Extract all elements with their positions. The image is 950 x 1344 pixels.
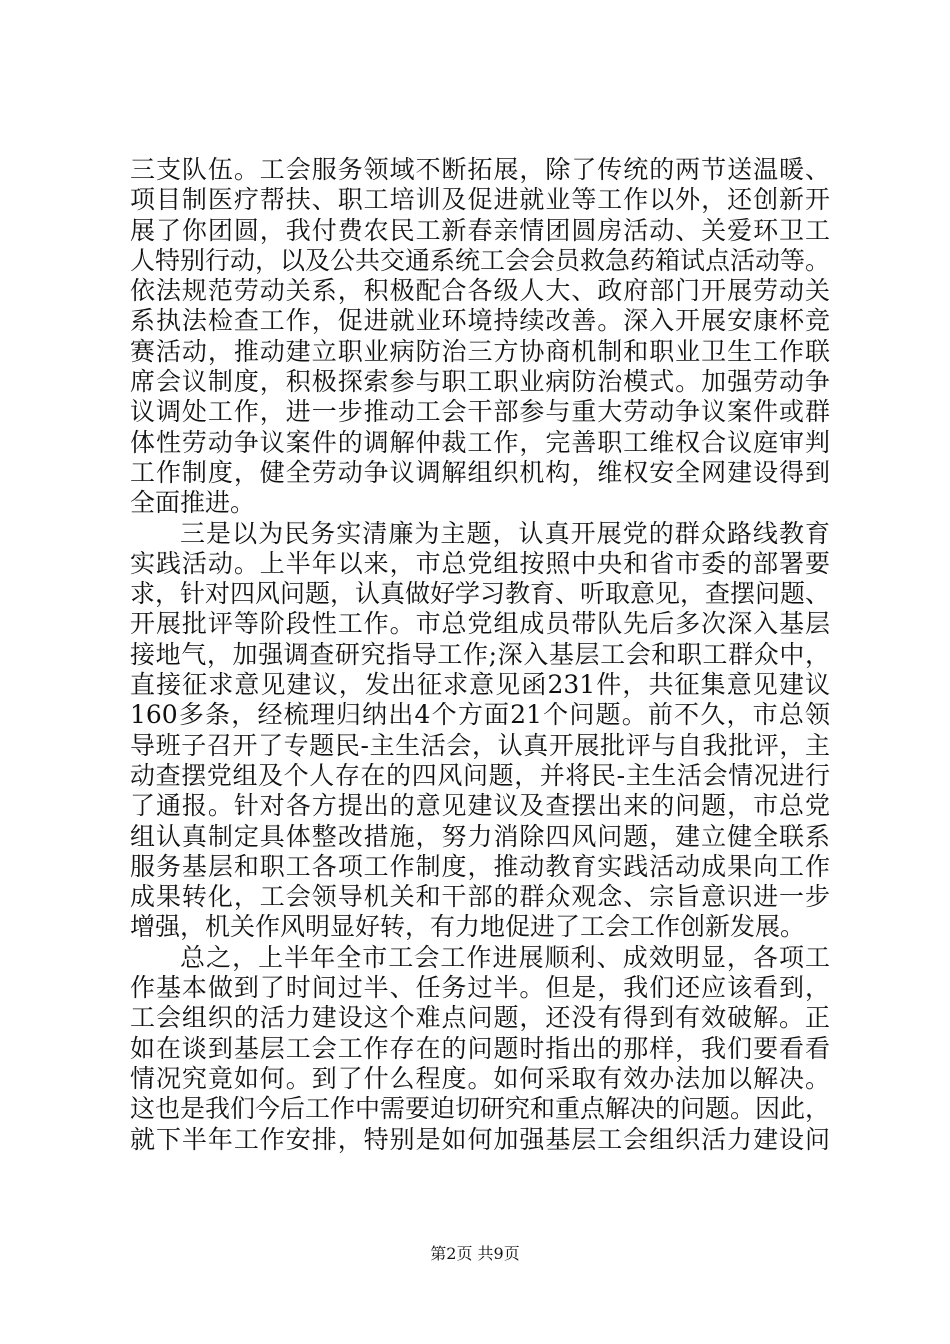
text-line: 就下半年工作安排，特别是如何加强基层工会组织活力建设问 [130, 1124, 830, 1154]
text-line: 人特别行动，以及公共交通系统工会会员救急药箱试点活动等。 [130, 245, 831, 275]
text-line: 服务基层和职工各项工作制度，推动教育实践活动成果向工作 [130, 851, 830, 881]
text-line: 总之，上半年全市工会工作进展顺利、成效明显，各项工 [180, 942, 830, 972]
text-line: 作基本做到了时间过半、任务过半。但是，我们还应该看到， [130, 973, 830, 1003]
text-line: 组认真制定具体整改措施，努力消除四风问题，建立健全联系 [130, 821, 830, 851]
paragraph [130, 155, 830, 519]
text-line: 工会组织的活力建设这个难点问题，还没有得到有效破解。正 [130, 1003, 830, 1033]
paragraph [130, 943, 830, 1155]
text-line: 实践活动。上半年以来，市总党组按照中央和省市委的部署要 [130, 548, 830, 578]
text-line: 增强，机关作风明显好转，有力地促进了工会工作创新发展。 [130, 912, 806, 942]
text-line: 项目制医疗帮扶、职工培训及促进就业等工作以外，还创新开 [130, 185, 830, 215]
text-line: 席会议制度，积极探索参与职工职业病防治模式。加强劳动争 [130, 367, 830, 397]
document-body [130, 155, 830, 1155]
paragraph [130, 519, 830, 943]
text-line: 体性劳动争议案件的调解仲裁工作，完善职工维权合议庭审判 [130, 427, 830, 457]
text-line: 动查摆党组及个人存在的四风问题，并将民-主生活会情况进行 [130, 760, 830, 790]
text-line: 全面推进。 [130, 488, 256, 518]
text-line: 赛活动，推动建立职业病防治三方协商机制和职业卫生工作联 [130, 336, 830, 366]
text-line: 展了你团圆，我付费农民工新春亲情团圆房活动、关爱环卫工 [130, 215, 830, 245]
page-footer: 第2页 共9页 [430, 1244, 520, 1263]
text-line: 依法规范劳动关系，积极配合各级人大、政府部门开展劳动关 [130, 276, 830, 306]
text-line: 系执法检查工作，促进就业环境持续改善。深入开展安康杯竞 [130, 306, 830, 336]
text-line: 三是以为民务实清廉为主题，认真开展党的群众路线教育 [180, 518, 830, 548]
text-line: 开展批评等阶段性工作。市总党组成员带队先后多次深入基层 [130, 609, 830, 639]
text-line: 求，针对四风问题，认真做好学习教育、听取意见，查摆问题、 [130, 579, 831, 609]
text-line: 导班子召开了专题民-主生活会，认真开展批评与自我批评，主 [130, 730, 830, 760]
text-line: 成果转化，工会领导机关和干部的群众观念、宗旨意识进一步 [130, 882, 830, 912]
text-line: 如在谈到基层工会工作存在的问题时指出的那样，我们要看看 [130, 1033, 830, 1063]
text-line: 160多条，经梳理归纳出4个方面21个问题。前不久，市总领 [130, 700, 830, 730]
text-line: 议调处工作，进一步推动工会干部参与重大劳动争议案件或群 [130, 397, 830, 427]
text-line: 这也是我们今后工作中需要迫切研究和重点解决的问题。因此， [130, 1094, 831, 1124]
text-line: 了通报。针对各方提出的意见建议及查摆出来的问题，市总党 [130, 791, 830, 821]
text-line: 工作制度，健全劳动争议调解组织机构，维权安全网建设得到 [130, 457, 830, 487]
text-line: 三支队伍。工会服务领域不断拓展，除了传统的两节送温暖、 [130, 155, 830, 184]
text-line: 情况究竟如何。到了什么程度。如何采取有效办法加以解决。 [130, 1063, 830, 1093]
text-line: 直接征求意见建议，发出征求意见函231件，共征集意见建议 [130, 670, 830, 700]
text-line: 接地气，加强调查研究指导工作;深入基层工会和职工群众中， [130, 639, 830, 669]
